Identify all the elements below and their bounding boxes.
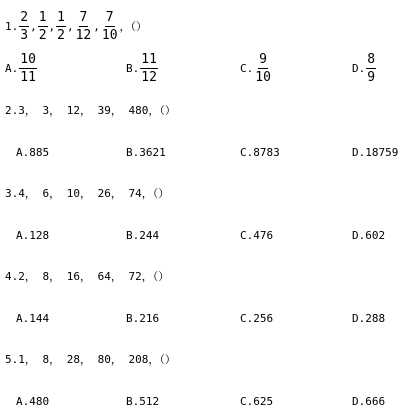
- question-1-fraction-3: $\frac{1}{2}$: [57, 9, 65, 43]
- option-fraction: $\frac{11}{12}$: [141, 51, 157, 85]
- option-letter: D.: [352, 61, 366, 75]
- question-1-option-b[interactable]: [126, 48, 159, 88]
- question-5-option-d[interactable]: D.666: [352, 395, 386, 408]
- question-1-tail: ，（）: [119, 20, 148, 33]
- question-4-option-a[interactable]: A.144: [16, 312, 50, 325]
- question-1-fraction-2: $\frac{1}{2}$: [38, 9, 47, 43]
- question-2-stem: 2.3， 3， 12， 39， 480，（）: [5, 104, 176, 117]
- question-1-fraction-4: $\frac{7}{12}$: [75, 9, 92, 43]
- question-4-option-b[interactable]: B.216: [126, 312, 160, 325]
- question-5-option-a[interactable]: A.480: [16, 395, 50, 408]
- question-1-option-a[interactable]: [5, 48, 38, 88]
- question-1-option-c[interactable]: [240, 48, 273, 88]
- question-1-option-d[interactable]: [352, 48, 377, 88]
- option-fraction: $\frac{10}{11}$: [20, 51, 36, 85]
- option-letter: C.: [240, 61, 254, 75]
- question-4-stem: 4.2， 8， 16， 64， 72，（）: [5, 270, 170, 283]
- question-5-option-c[interactable]: C.625: [240, 395, 274, 408]
- question-3-option-b[interactable]: B.244: [126, 229, 160, 242]
- question-2-option-b[interactable]: B.3621: [126, 146, 166, 159]
- question-3-option-c[interactable]: C.476: [240, 229, 274, 242]
- question-1-fraction-5: $\frac{7}{10}$: [101, 9, 118, 43]
- question-3-option-a[interactable]: A.128: [16, 229, 50, 242]
- option-fraction: $\frac{8}{9}$: [367, 51, 376, 85]
- question-3-stem: 3.4， 6， 10， 26， 74，（）: [5, 187, 170, 200]
- question-1-number: 1.: [5, 19, 19, 33]
- question-4-option-d[interactable]: D.288: [352, 312, 386, 325]
- question-1-stem: 1. $\frac{2}{3}$ , $\frac{1}{2}$ , $\frac{1}{2}$ , $\frac{7}{12}$ , $\frac{7}{10}$ ，（）: [5, 9, 148, 43]
- option-letter: A.: [5, 61, 19, 75]
- question-1-fraction-1: $\frac{2}{3}$: [20, 9, 29, 43]
- question-5-option-b[interactable]: B.512: [126, 395, 160, 408]
- question-3-option-d[interactable]: D.602: [352, 229, 386, 242]
- question-2-option-c[interactable]: C.8783: [240, 146, 280, 159]
- option-letter: B.: [126, 61, 140, 75]
- question-4-option-c[interactable]: C.256: [240, 312, 274, 325]
- question-2-option-a[interactable]: A.885: [16, 146, 50, 159]
- option-fraction: $\frac{9}{10}$: [255, 51, 271, 85]
- question-5-stem: 5.1， 8， 28， 80， 208，（）: [5, 353, 176, 366]
- question-2-option-d[interactable]: D.18759: [352, 146, 399, 159]
